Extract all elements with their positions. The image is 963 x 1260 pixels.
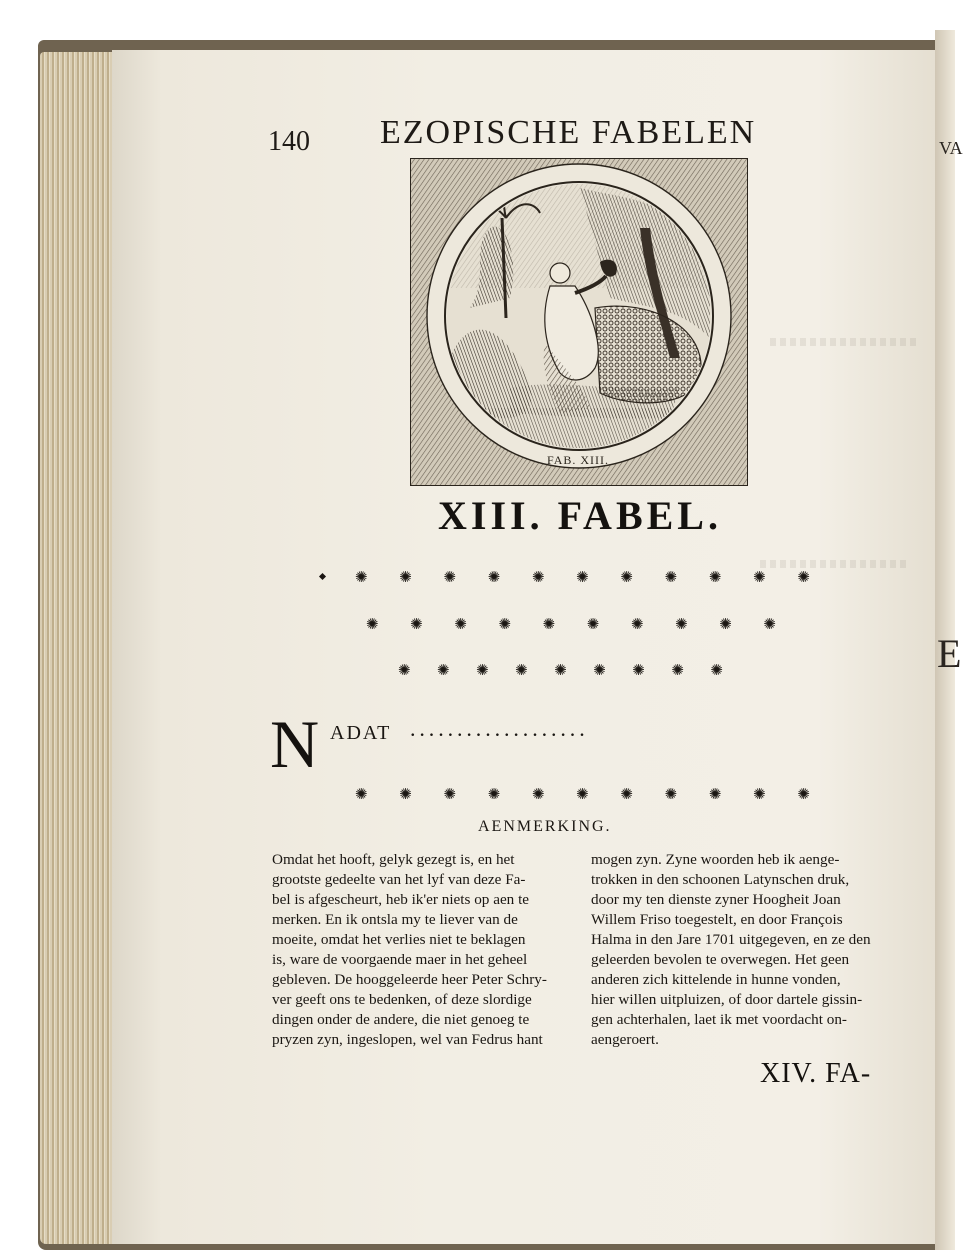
ornament-icon: ✺ bbox=[355, 570, 368, 586]
show-through-text bbox=[770, 338, 920, 346]
note-line: trokken in den schoonen Latynschen druk, bbox=[591, 871, 850, 888]
ornament-icon: ✺ bbox=[443, 787, 457, 803]
drop-capital: N bbox=[270, 706, 320, 782]
note-line: hier willen uitpluizen, of door dartele gissin- bbox=[591, 991, 863, 1008]
ornament-icon: ✺ bbox=[487, 570, 501, 586]
ornament-icon: ✺ bbox=[710, 663, 723, 679]
ornament-icon: ✺ bbox=[586, 617, 600, 633]
omission-dots: ................... bbox=[410, 716, 589, 741]
ornament-row bbox=[366, 618, 776, 633]
catchword: XIV. FA- bbox=[760, 1058, 872, 1089]
ornament-icon: ✺ bbox=[554, 663, 567, 679]
ornament-icon: ✺ bbox=[593, 663, 606, 679]
ornament-icon: ✺ bbox=[630, 617, 644, 633]
opening-word: ADAT bbox=[330, 722, 392, 744]
note-line: ver geeft ons te bedenken, of deze slordige bbox=[272, 991, 532, 1008]
note-line: anderen zich kittelende in hunne vonden, bbox=[591, 971, 841, 988]
note-line: gebleven. De hooggeleerde heer Peter Schry- bbox=[272, 971, 547, 988]
note-line: geleerden bevolen te overwegen. Het geen bbox=[591, 951, 850, 968]
ornament-icon: ✺ bbox=[753, 787, 766, 803]
note-column-right bbox=[591, 850, 891, 1050]
ornament-icon: ✺ bbox=[797, 787, 810, 803]
ornament-icon: ✺ bbox=[399, 787, 412, 803]
ornament-icon: ✺ bbox=[454, 617, 467, 633]
ornament-icon: ✺ bbox=[753, 570, 766, 586]
ornament-icon: ✺ bbox=[487, 787, 501, 803]
note-column-left bbox=[272, 850, 576, 1050]
ornament-icon: ✺ bbox=[410, 617, 423, 633]
fable-heading: XIII. FABEL. bbox=[438, 493, 722, 538]
ornament-icon: ✺ bbox=[355, 787, 368, 803]
ornament-icon: ✺ bbox=[632, 663, 645, 679]
page-number: 140 bbox=[268, 126, 310, 157]
ornament-icon: ✺ bbox=[675, 617, 688, 633]
ornament-icon: ✺ bbox=[531, 570, 545, 586]
ornament-row bbox=[398, 664, 723, 679]
note-line: bel is afgescheurt, heb ik'er niets op aen te bbox=[272, 891, 530, 908]
plate-caption: FAB. XIII. bbox=[546, 453, 610, 467]
page-edges bbox=[40, 52, 122, 1244]
facing-page-edge bbox=[935, 30, 963, 1250]
note-line: mogen zyn. Zyne woorden heb ik aenge- bbox=[591, 851, 840, 868]
note-line: Omdat het hooft, gelyk gezegt is, en het bbox=[272, 851, 515, 868]
ornament-icon: ✺ bbox=[576, 787, 589, 803]
ornament-icon: ✺ bbox=[664, 787, 678, 803]
running-head bbox=[268, 112, 818, 158]
ornament-icon: ✺ bbox=[620, 570, 633, 586]
ornament-icon: ✺ bbox=[664, 570, 678, 586]
show-through-text bbox=[760, 560, 910, 568]
ornament-icon: ✺ bbox=[476, 663, 489, 679]
note-line: Willem Friso toegestelt, en door François bbox=[591, 911, 843, 928]
note-line: is, ware de voorgaende maer in het geheel bbox=[272, 951, 528, 968]
ornament-icon: ✺ bbox=[443, 570, 457, 586]
note-line: aengeroert. bbox=[591, 1031, 659, 1048]
ornament-icon: ✺ bbox=[620, 787, 633, 803]
engraving-illustration bbox=[410, 158, 748, 486]
note-line: grootste gedeelte van het lyf van deze Fa- bbox=[272, 871, 526, 888]
ornament-icon: ✺ bbox=[763, 617, 776, 633]
ornament-icon: ✺ bbox=[366, 617, 379, 633]
note-line: pryzen zyn, ingeslopen, wel van Fedrus hant bbox=[272, 1031, 543, 1048]
ornament-icon: ✺ bbox=[719, 617, 732, 633]
book-title: EZOPISCHE FABELEN bbox=[380, 114, 757, 151]
ornament-icon: ✺ bbox=[398, 663, 411, 679]
note-line: dingen onder de andere, die niet genoeg te bbox=[272, 1011, 530, 1028]
ornament-icon: ✺ bbox=[708, 787, 722, 803]
ornament-icon: ✺ bbox=[797, 570, 810, 586]
ornament-icon: ✺ bbox=[576, 570, 589, 586]
ornament-icon: ✺ bbox=[542, 617, 556, 633]
ornament-icon: ✺ bbox=[671, 663, 684, 679]
note-line: moeite, omdat het verlies niet te beklagen bbox=[272, 931, 526, 948]
facing-page-initial: E bbox=[937, 631, 962, 676]
ornament-icon: ✺ bbox=[498, 617, 512, 633]
note-line: gen achterhalen, laet ik met voordacht on- bbox=[591, 1011, 847, 1028]
facing-page-letters: VA bbox=[939, 138, 963, 158]
ornament-row bbox=[355, 788, 810, 803]
ornament-icon: ✺ bbox=[399, 570, 412, 586]
ornament-icon: ✺ bbox=[515, 663, 528, 679]
note-line: Halma in den Jare 1701 uitgegeven, en ze den bbox=[591, 931, 871, 948]
ornament-row bbox=[355, 571, 810, 586]
ornament-icon: ✺ bbox=[437, 663, 450, 679]
note-heading: AENMERKING. bbox=[478, 818, 612, 835]
note-line: door my ten dienste zyner Hoogheit Joan bbox=[591, 891, 841, 908]
note-line: merken. En ik ontsla my te liever van de bbox=[272, 911, 518, 928]
ornament-icon: ✺ bbox=[708, 570, 722, 586]
ornament-icon: ✺ bbox=[531, 787, 545, 803]
